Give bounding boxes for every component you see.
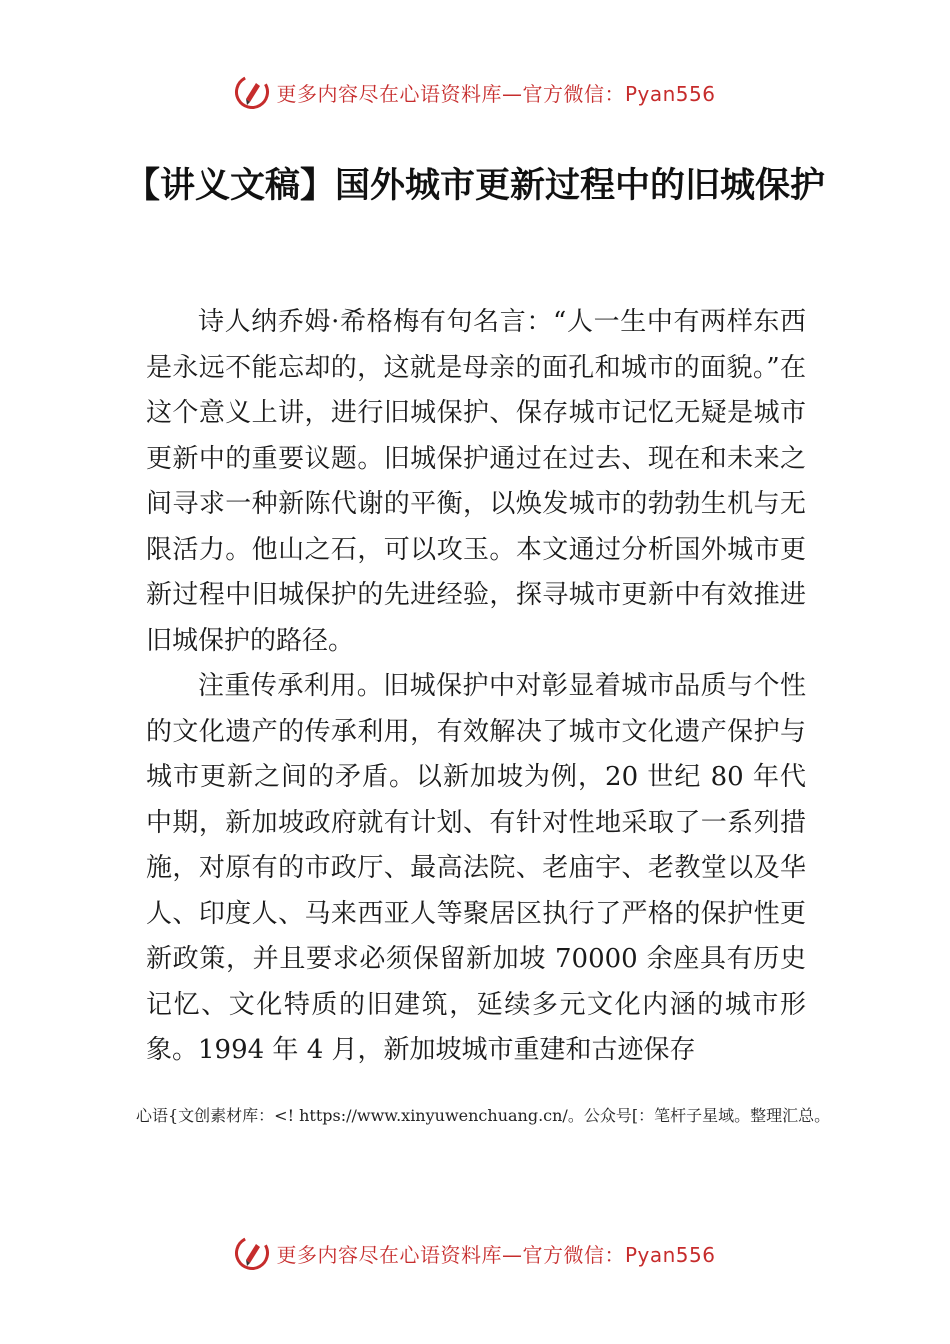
banner-text: 更多内容尽在心语资料库—官方微信：Pyan556 <box>276 1242 716 1267</box>
article-body <box>146 300 806 1074</box>
banner-text: 更多内容尽在心语资料库—官方微信：Pyan556 <box>276 81 716 106</box>
pen-nib-logo-icon <box>234 1235 270 1271</box>
paragraph: 诗人纳乔姆·希格梅有句名言：“人一生中有两样东西是永远不能忘却的，这就是母亲的面孔和城市的面貌。”在这个意义上讲，进行旧城保护、保存城市记忆无疑是城市更新中的重要议题。旧城保护通过在过去、现在和未来之间寻求一种新陈代谢的平衡，以焕发城市的勃勃生机与无限活力。他山之石，可以攻玉。本文通过分析国外城市更新过程中旧城保护的先进经验，探寻城市更新中有效推进旧城保护的路径。 <box>146 307 806 656</box>
source-note: 心语{文创素材库：<! https://www.xinyuwenchuang.cn/。公众号[：笔杆子星域。整理汇总。 <box>136 1106 831 1125</box>
footer-banner <box>0 1231 950 1275</box>
pen-nib-logo-icon <box>234 74 270 110</box>
header-banner <box>0 70 950 114</box>
document-title: 【讲义文稿】国外城市更新过程中的旧城保护 <box>124 166 825 206</box>
paragraph: 注重传承利用。旧城保护中对彰显着城市品质与个性的文化遗产的传承利用，有效解决了城市文化遗产保护与城市更新之间的矛盾。以新加坡为例，20 世纪 80 年代中期，新加坡政府就有计划、有针对性地采取了一系列措施，对原有的市政厅、最高法院、老庙宇、老教堂以及华人、印度人、马来西亚人等聚居区执行了严格的保护性更新政策，并且要求必须保留新加坡 70000 余座具有历史记忆、文化特质的旧建筑，延续多元文化内涵的城市形象。1994 年 4 月，新加坡城市重建和古迹保存 <box>146 671 806 1065</box>
